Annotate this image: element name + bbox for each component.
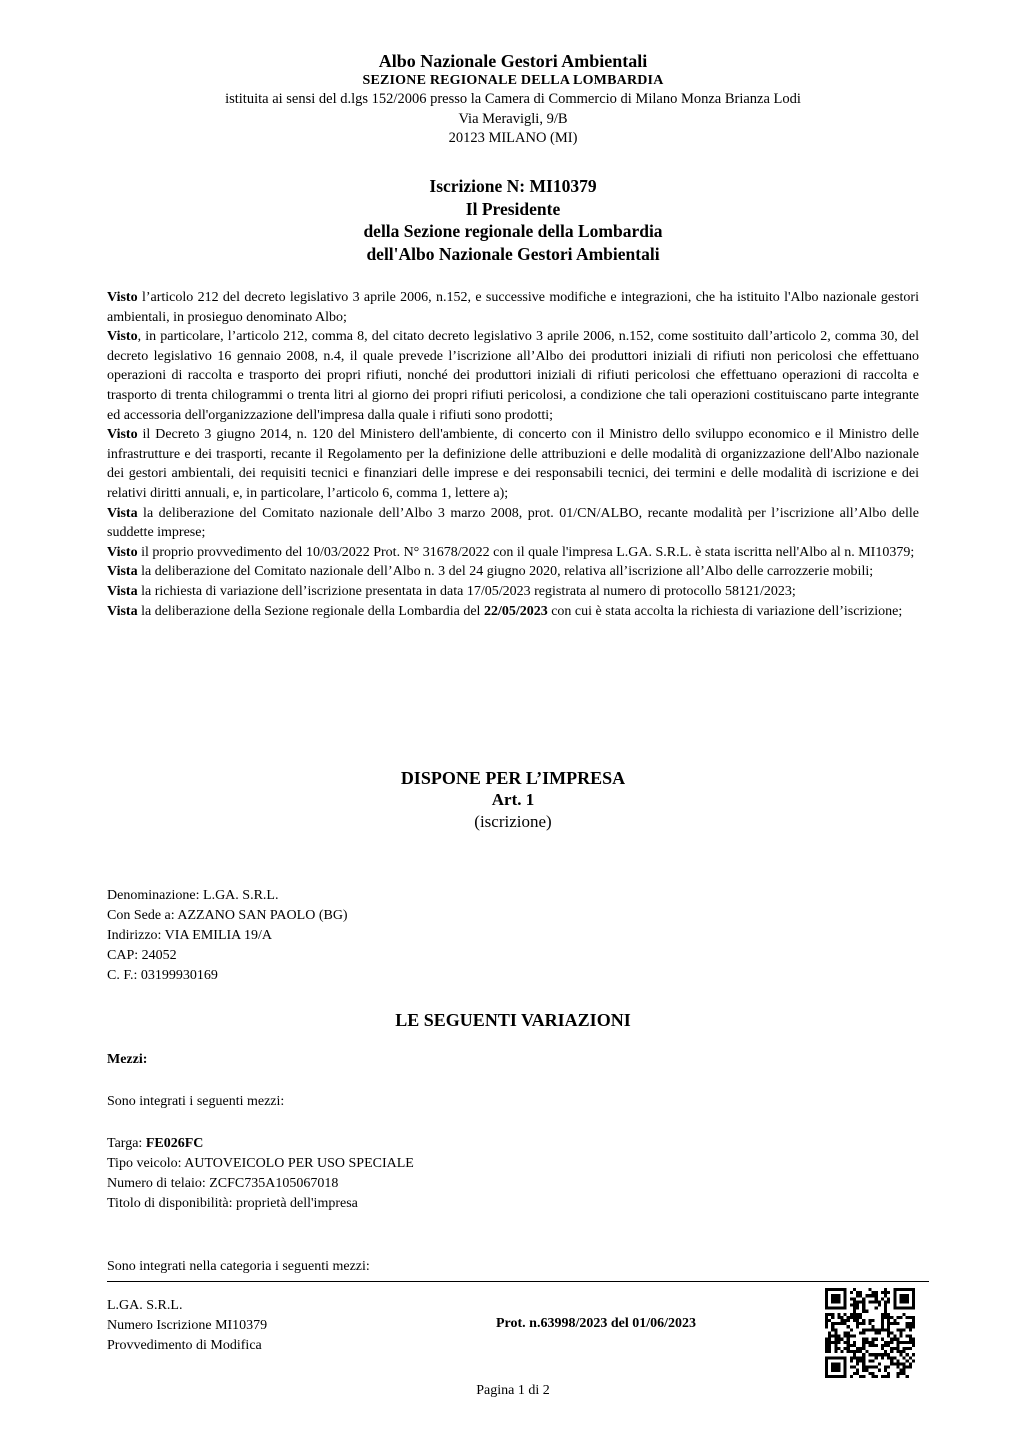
article-number: Art. 1 (491, 790, 535, 809)
footer-registration-number: Numero Iscrizione MI10379 (107, 1318, 268, 1333)
footer-protocol: Prot. n.63998/2023 del 01/06/2023 (496, 1316, 697, 1331)
preamble-text: il proprio provvedimento del 10/03/2022 Prot. N° 31678/2022 con il quale l'impresa L.GA. S.R.L. è stata iscritta nell'Albo al n. MI10379; (137, 544, 915, 560)
preamble-lead: Visto (107, 544, 138, 560)
albo-line: dell'Albo Nazionale Gestori Ambientali (366, 243, 660, 264)
preamble-lead: Vista (107, 564, 138, 580)
deliberation-date: 22/05/2023 (483, 603, 548, 619)
preamble-paragraph (107, 425, 919, 503)
subheader (0, 175, 1026, 265)
plate-value: FE026FC (145, 1136, 204, 1151)
preamble-paragraph (107, 327, 919, 425)
header-institution: istituita ai sensi del d.lgs 152/2006 presso la Camera di Commercio di Milano Monza Brianza Lodi (225, 91, 801, 107)
page-number: Pagina 1 di 2 (476, 1383, 550, 1398)
vehicle-plate (107, 1134, 414, 1154)
preamble-text: la richiesta di variazione dell’iscrizione presentata in data 17/05/2023 registrata al numero di protocollo 58121/2023; (137, 583, 796, 599)
preamble-paragraph (107, 288, 919, 327)
footer-document-type: Provvedimento di Modifica (107, 1338, 262, 1353)
vehicles-added-text: Sono integrati i seguenti mezzi: (107, 1094, 285, 1109)
president-title: Il Presidente (465, 198, 561, 219)
preamble-text: l’articolo 212 del decreto legislativo 3 aprile 2006, n.152, e successive modifiche e integrazioni, che ha istituito l'Albo nazionale gestori ambientali, in prosieguo denominato Albo; (107, 290, 919, 325)
header-street: Via Meravigli, 9/B (458, 110, 568, 127)
preamble-lead: Vista (107, 603, 138, 619)
section-line: della Sezione regionale della Lombardia (363, 221, 663, 241)
vehicle-ownership: Titolo di disponibilità: proprietà dell'impresa (107, 1196, 358, 1211)
vehicle-details (107, 1134, 414, 1214)
preamble-paragraph (107, 582, 919, 602)
preamble-text: la deliberazione del Comitato nazionale dell’Albo n. 3 del 24 giugno 2020, relativa all’iscrizione all’Albo delle carrozzerie mobili; (137, 564, 874, 580)
footer-left (107, 1296, 267, 1356)
company-details (107, 886, 348, 986)
preamble-paragraph (107, 543, 919, 563)
footer-company: L.GA. S.R.L. (107, 1298, 183, 1313)
preamble-text: con cui è stata accolta la richiesta di variazione dell’iscrizione; (547, 603, 903, 619)
dispone-title: DISPONE PER L’IMPRESA (400, 768, 626, 788)
qr-code-icon (825, 1288, 915, 1378)
preamble-lead: Visto (107, 329, 138, 345)
footer-divider (107, 1281, 929, 1282)
document-header (0, 50, 1026, 149)
preamble-lead: Visto (107, 290, 138, 305)
category-vehicles-text: Sono integrati nella categoria i seguenti mezzi: (107, 1259, 370, 1274)
vehicle-type: Tipo veicolo: AUTOVEICOLO PER USO SPECIALE (107, 1156, 414, 1171)
iscrizione-number: Iscrizione N: MI10379 (429, 176, 597, 196)
header-title: Albo Nazionale Gestori Ambientali (378, 51, 648, 71)
company-address: Indirizzo: VIA EMILIA 19/A (107, 928, 272, 943)
preamble-text: il Decreto 3 giugno 2014, n. 120 del Ministero dell'ambiente, di concerto con il Ministro dello sviluppo economico e il Ministro delle infrastrutture e dei trasporti, recante il Regolamento per la definizione delle attribuzioni e delle modalità di organizzazione dell'Albo nazionale dei gestori ambientali, dei requisiti tecnici e finanziari delle imprese e dei responsabili tecnici, dei termini e delle modalità di iscrizione e dei relativi diritti annuali, e, in particolare, l’articolo 6, comma 1, lettere a); (107, 427, 919, 501)
article-subtitle: (iscrizione) (474, 812, 552, 831)
preamble-lead: Visto (107, 427, 138, 443)
header-section: SEZIONE REGIONALE DELLA LOMBARDIA (362, 73, 664, 88)
preamble-text: la deliberazione della Sezione regionale della Lombardia del (137, 603, 484, 619)
preamble-text: la deliberazione del Comitato nazionale dell’Albo 3 marzo 2008, prot. 01/CN/ALBO, recante modalità per l’iscrizione all’Albo delle suddette imprese; (107, 505, 919, 541)
preamble-text: , in particolare, l’articolo 212, comma 8, del citato decreto legislativo 3 aprile 2006, n.152, come sostituito dall’articolo 2, comma 30, del decreto legislativo 16 gennaio 2008, n.4, il quale prevede l’iscrizione all’Albo dei produttori iniziali di rifiuti non pericolosi che effettuano operazioni di raccolta e trasporto dei propri rifiuti, nonché dei produttori iniziali di rifiuti pericolosi che effettuano operazioni di raccolta e trasporto di trenta chilogrammi o trenta litri al giorno dei propri rifiuti pericolosi, a condizione che tali operazioni costituiscano parte integrante ed accessoria dell'organizzazione dell'impresa dalla quale i rifiuti sono prodotti; (107, 329, 919, 423)
preamble-lead: Vista (107, 583, 138, 599)
preamble-paragraph (107, 504, 919, 543)
company-seat: Con Sede a: AZZANO SAN PAOLO (BG) (107, 908, 348, 923)
company-cap: CAP: 24052 (107, 948, 177, 963)
preamble-paragraph-last (107, 602, 919, 622)
preamble-lead: Vista (107, 505, 138, 521)
company-name: Denominazione: L.GA. S.R.L. (107, 888, 279, 903)
plate-label: Targa: (107, 1136, 146, 1151)
dispone-block (0, 767, 1026, 833)
company-tax-code: C. F.: 03199930169 (107, 968, 218, 983)
preamble-paragraph (107, 562, 919, 582)
vehicle-chassis: Numero di telaio: ZCFC735A105067018 (107, 1176, 339, 1191)
variations-title: LE SEGUENTI VARIAZIONI (395, 1010, 631, 1030)
vehicles-heading: Mezzi: (107, 1052, 148, 1067)
preamble (107, 288, 919, 621)
header-city: 20123 MILANO (MI) (448, 130, 578, 146)
